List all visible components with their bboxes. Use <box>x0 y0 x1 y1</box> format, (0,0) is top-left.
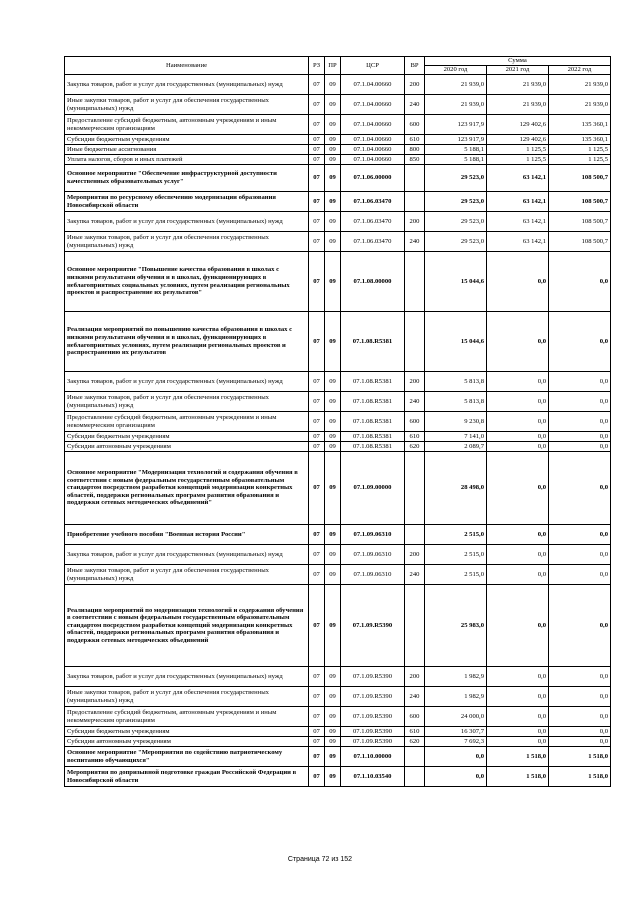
row-2022-cell: 0,0 <box>549 452 611 525</box>
row-pr-cell: 09 <box>325 95 341 115</box>
row-2021-cell: 129 402,6 <box>487 135 549 145</box>
row-2020-cell: 21 939,0 <box>425 95 487 115</box>
row-2020-cell: 25 983,0 <box>425 585 487 667</box>
row-2021-cell: 63 142,1 <box>487 165 549 192</box>
row-2020-cell: 5 188,1 <box>425 145 487 155</box>
row-rz-cell: 07 <box>309 212 325 232</box>
row-name-cell: Реализация мероприятий по повышению качества образования в школах с низкими результатами обучения и в школах, функционирующих в неблагоприятных условиях, путем реализации региональных проектов и распространению их результатов <box>65 312 309 372</box>
row-vr-cell: 240 <box>405 95 425 115</box>
row-csr-cell: 07.1.04.00660 <box>341 95 405 115</box>
row-2022-cell: 108 500,7 <box>549 192 611 212</box>
row-rz-cell: 07 <box>309 75 325 95</box>
budget-table-sheet <box>64 56 610 787</box>
row-rz-cell: 07 <box>309 432 325 442</box>
row-2022-cell: 0,0 <box>549 687 611 707</box>
row-rz-cell: 07 <box>309 115 325 135</box>
row-csr-cell: 07.1.04.00660 <box>341 155 405 165</box>
row-pr-cell: 09 <box>325 667 341 687</box>
row-2020-cell: 29 523,0 <box>425 192 487 212</box>
row-vr-cell: 240 <box>405 232 425 252</box>
row-rz-cell: 07 <box>309 165 325 192</box>
row-2020-cell: 24 000,0 <box>425 707 487 727</box>
row-2021-cell: 0,0 <box>487 727 549 737</box>
row-2020-cell: 123 917,9 <box>425 135 487 145</box>
row-2022-cell: 0,0 <box>549 585 611 667</box>
row-csr-cell: 07.1.08.R5381 <box>341 392 405 412</box>
row-rz-cell: 07 <box>309 135 325 145</box>
row-2021-cell: 21 939,0 <box>487 95 549 115</box>
row-2021-cell: 0,0 <box>487 525 549 545</box>
row-name-cell: Иные закупки товаров, работ и услуг для обеспечения государственных (муниципальных) нужд <box>65 687 309 707</box>
row-name-cell: Иные закупки товаров, работ и услуг для обеспечения государственных (муниципальных) нужд <box>65 95 309 115</box>
row-csr-cell: 07.1.10.00000 <box>341 747 405 767</box>
row-csr-cell: 07.1.09.R5390 <box>341 687 405 707</box>
row-vr-cell: 240 <box>405 392 425 412</box>
row-csr-cell: 07.1.09.06310 <box>341 525 405 545</box>
row-pr-cell: 09 <box>325 155 341 165</box>
row-rz-cell: 07 <box>309 232 325 252</box>
row-pr-cell: 09 <box>325 545 341 565</box>
page-number: Страница 72 из 152 <box>287 856 353 863</box>
header-pr: ПР <box>325 57 341 75</box>
row-csr-cell: 07.1.06.00000 <box>341 165 405 192</box>
row-rz-cell: 07 <box>309 525 325 545</box>
row-rz-cell: 07 <box>309 687 325 707</box>
row-rz-cell: 07 <box>309 452 325 525</box>
row-csr-cell: 07.1.08.00000 <box>341 252 405 312</box>
row-2020-cell: 2 089,7 <box>425 442 487 452</box>
row-2022-cell: 1 518,0 <box>549 747 611 767</box>
table-row <box>65 95 611 115</box>
row-pr-cell: 09 <box>325 232 341 252</box>
row-2022-cell: 0,0 <box>549 442 611 452</box>
row-rz-cell: 07 <box>309 727 325 737</box>
row-2021-cell: 0,0 <box>487 585 549 667</box>
row-csr-cell: 07.1.04.00660 <box>341 115 405 135</box>
header-vr: ВР <box>405 57 425 75</box>
row-pr-cell: 09 <box>325 192 341 212</box>
table-row <box>65 565 611 585</box>
table-row <box>65 145 611 155</box>
row-2021-cell: 0,0 <box>487 545 549 565</box>
row-2020-cell: 1 982,9 <box>425 687 487 707</box>
table-row <box>65 432 611 442</box>
row-pr-cell: 09 <box>325 525 341 545</box>
row-name-cell: Субсидии бюджетным учреждениям <box>65 135 309 145</box>
row-2021-cell: 0,0 <box>487 687 549 707</box>
row-2021-cell: 0,0 <box>487 372 549 392</box>
table-row <box>65 585 611 667</box>
row-pr-cell: 09 <box>325 707 341 727</box>
table-row <box>65 545 611 565</box>
row-2020-cell: 1 982,9 <box>425 667 487 687</box>
table-row <box>65 707 611 727</box>
row-vr-cell: 610 <box>405 135 425 145</box>
row-csr-cell: 07.1.06.03470 <box>341 212 405 232</box>
row-2021-cell: 0,0 <box>487 392 549 412</box>
row-name-cell: Закупка товаров, работ и услуг для государственных (муниципальных) нужд <box>65 667 309 687</box>
row-2020-cell: 29 523,0 <box>425 165 487 192</box>
row-vr-cell: 600 <box>405 412 425 432</box>
row-vr-cell <box>405 767 425 787</box>
row-name-cell: Закупка товаров, работ и услуг для государственных (муниципальных) нужд <box>65 545 309 565</box>
row-2020-cell: 28 498,0 <box>425 452 487 525</box>
header-name: Наименование <box>65 57 309 75</box>
row-rz-cell: 07 <box>309 767 325 787</box>
table-row <box>65 442 611 452</box>
row-pr-cell: 09 <box>325 442 341 452</box>
row-2020-cell: 21 939,0 <box>425 75 487 95</box>
row-vr-cell <box>405 585 425 667</box>
row-2022-cell: 0,0 <box>549 392 611 412</box>
row-name-cell: Предоставление субсидий бюджетным, автономным учреждениям и иным некоммерческим организациям <box>65 115 309 135</box>
row-2021-cell: 63 142,1 <box>487 192 549 212</box>
row-2022-cell: 0,0 <box>549 432 611 442</box>
table-row <box>65 212 611 232</box>
row-name-cell: Закупка товаров, работ и услуг для государственных (муниципальных) нужд <box>65 75 309 95</box>
row-2022-cell: 1 125,5 <box>549 145 611 155</box>
row-vr-cell: 240 <box>405 687 425 707</box>
row-2022-cell: 0,0 <box>549 667 611 687</box>
row-2022-cell: 0,0 <box>549 412 611 432</box>
row-name-cell: Иные закупки товаров, работ и услуг для обеспечения государственных (муниципальных) нужд <box>65 565 309 585</box>
header-rz: РЗ <box>309 57 325 75</box>
row-2021-cell: 0,0 <box>487 667 549 687</box>
row-csr-cell: 07.1.09.06310 <box>341 545 405 565</box>
row-rz-cell: 07 <box>309 747 325 767</box>
row-2020-cell: 7 141,0 <box>425 432 487 442</box>
row-rz-cell: 07 <box>309 192 325 212</box>
row-pr-cell: 09 <box>325 145 341 155</box>
row-pr-cell: 09 <box>325 452 341 525</box>
table-row <box>65 767 611 787</box>
row-2020-cell: 15 044,6 <box>425 252 487 312</box>
row-name-cell: Иные бюджетные ассигнования <box>65 145 309 155</box>
row-vr-cell: 850 <box>405 155 425 165</box>
table-row <box>65 75 611 95</box>
row-rz-cell: 07 <box>309 155 325 165</box>
row-2022-cell: 0,0 <box>549 565 611 585</box>
table-row <box>65 667 611 687</box>
row-rz-cell: 07 <box>309 545 325 565</box>
row-2020-cell: 5 813,8 <box>425 392 487 412</box>
table-body <box>65 75 611 787</box>
row-2021-cell: 0,0 <box>487 312 549 372</box>
row-csr-cell: 07.1.08.R5381 <box>341 372 405 392</box>
row-2021-cell: 0,0 <box>487 252 549 312</box>
row-pr-cell: 09 <box>325 165 341 192</box>
row-vr-cell: 200 <box>405 372 425 392</box>
row-csr-cell: 07.1.04.00660 <box>341 145 405 155</box>
row-vr-cell: 610 <box>405 432 425 442</box>
row-rz-cell: 07 <box>309 442 325 452</box>
row-name-cell: Закупка товаров, работ и услуг для государственных (муниципальных) нужд <box>65 372 309 392</box>
row-2022-cell: 0,0 <box>549 525 611 545</box>
row-2021-cell: 1 518,0 <box>487 767 549 787</box>
row-rz-cell: 07 <box>309 252 325 312</box>
row-rz-cell: 07 <box>309 372 325 392</box>
row-pr-cell: 09 <box>325 212 341 232</box>
row-vr-cell: 200 <box>405 212 425 232</box>
row-vr-cell <box>405 747 425 767</box>
table-row <box>65 525 611 545</box>
row-name-cell: Субсидии бюджетным учреждениям <box>65 727 309 737</box>
row-name-cell: Основное мероприятие "Мероприятия по содействию патриотическому воспитанию обучающихся" <box>65 747 309 767</box>
row-name-cell: Основное мероприятие "Повышение качества образования в школах с низкими результатами обучения и в школах, функционирующих в неблагоприятных социальных условиях, путем реализации региональных проектов и распространение их результатов" <box>65 252 309 312</box>
row-pr-cell: 09 <box>325 727 341 737</box>
row-pr-cell: 09 <box>325 75 341 95</box>
row-pr-cell: 09 <box>325 115 341 135</box>
row-csr-cell: 07.1.09.R5390 <box>341 585 405 667</box>
row-2020-cell: 29 523,0 <box>425 212 487 232</box>
row-vr-cell: 600 <box>405 115 425 135</box>
row-vr-cell <box>405 192 425 212</box>
table-row <box>65 252 611 312</box>
row-2020-cell: 123 917,9 <box>425 115 487 135</box>
row-name-cell: Реализация мероприятий по модернизации технологий и содержания обучения в соответствии с новым федеральным государственным образовательным стандартом посредством разработки концепций модернизации конкретных областей, поддержки региональных программ развития образования и поддержки сетевых методических объединений <box>65 585 309 667</box>
row-2022-cell: 0,0 <box>549 737 611 747</box>
row-2020-cell: 0,0 <box>425 767 487 787</box>
row-2020-cell: 2 515,0 <box>425 545 487 565</box>
row-vr-cell: 240 <box>405 565 425 585</box>
row-pr-cell: 09 <box>325 432 341 442</box>
row-pr-cell: 09 <box>325 585 341 667</box>
table-row <box>65 372 611 392</box>
row-2021-cell: 63 142,1 <box>487 232 549 252</box>
row-rz-cell: 07 <box>309 585 325 667</box>
table-row <box>65 192 611 212</box>
row-pr-cell: 09 <box>325 737 341 747</box>
row-2022-cell: 135 360,1 <box>549 135 611 145</box>
row-name-cell: Предоставление субсидий бюджетным, автономным учреждениям и иным некоммерческим организациям <box>65 412 309 432</box>
row-pr-cell: 09 <box>325 565 341 585</box>
row-pr-cell: 09 <box>325 747 341 767</box>
row-name-cell: Уплата налогов, сборов и иных платежей <box>65 155 309 165</box>
row-vr-cell: 800 <box>405 145 425 155</box>
row-pr-cell: 09 <box>325 135 341 145</box>
row-2020-cell: 9 230,8 <box>425 412 487 432</box>
header-year-2022: 2022 год <box>549 66 611 75</box>
row-pr-cell: 09 <box>325 372 341 392</box>
row-rz-cell: 07 <box>309 392 325 412</box>
row-csr-cell: 07.1.08.R5381 <box>341 432 405 442</box>
row-csr-cell: 07.1.09.R5390 <box>341 667 405 687</box>
row-rz-cell: 07 <box>309 707 325 727</box>
row-vr-cell: 200 <box>405 75 425 95</box>
row-csr-cell: 07.1.08.R5381 <box>341 412 405 432</box>
row-2022-cell: 135 360,1 <box>549 115 611 135</box>
row-2022-cell: 108 500,7 <box>549 165 611 192</box>
row-2020-cell: 5 188,1 <box>425 155 487 165</box>
row-vr-cell: 200 <box>405 667 425 687</box>
row-2022-cell: 21 939,0 <box>549 95 611 115</box>
row-vr-cell: 600 <box>405 707 425 727</box>
table-row <box>65 392 611 412</box>
row-2022-cell: 108 500,7 <box>549 212 611 232</box>
row-2020-cell: 2 515,0 <box>425 525 487 545</box>
row-csr-cell: 07.1.06.03470 <box>341 232 405 252</box>
table-row <box>65 412 611 432</box>
row-pr-cell: 09 <box>325 767 341 787</box>
row-vr-cell <box>405 525 425 545</box>
row-2021-cell: 63 142,1 <box>487 212 549 232</box>
header-csr: ЦСР <box>341 57 405 75</box>
row-name-cell: Субсидии бюджетным учреждениям <box>65 432 309 442</box>
row-csr-cell: 07.1.08.R5381 <box>341 312 405 372</box>
table-row <box>65 737 611 747</box>
row-name-cell: Субсидии автономным учреждениям <box>65 737 309 747</box>
row-name-cell: Предоставление субсидий бюджетным, автономным учреждениям и иным некоммерческим организациям <box>65 707 309 727</box>
row-csr-cell: 07.1.09.R5390 <box>341 707 405 727</box>
row-2022-cell: 0,0 <box>549 372 611 392</box>
row-csr-cell: 07.1.09.R5390 <box>341 727 405 737</box>
table-header <box>65 57 611 75</box>
row-csr-cell: 07.1.04.00660 <box>341 135 405 145</box>
row-2022-cell: 0,0 <box>549 252 611 312</box>
row-2022-cell: 0,0 <box>549 707 611 727</box>
table-row <box>65 232 611 252</box>
row-2021-cell: 0,0 <box>487 432 549 442</box>
row-2021-cell: 129 402,6 <box>487 115 549 135</box>
row-csr-cell: 07.1.06.03470 <box>341 192 405 212</box>
row-rz-cell: 07 <box>309 145 325 155</box>
row-2020-cell: 16 307,7 <box>425 727 487 737</box>
row-pr-cell: 09 <box>325 312 341 372</box>
row-vr-cell <box>405 452 425 525</box>
row-rz-cell: 07 <box>309 412 325 432</box>
table-row <box>65 747 611 767</box>
row-name-cell: Мероприятия по допризывной подготовке граждан Российской Федерации в Новосибирской области <box>65 767 309 787</box>
row-2021-cell: 0,0 <box>487 442 549 452</box>
row-2021-cell: 0,0 <box>487 565 549 585</box>
row-2022-cell: 0,0 <box>549 312 611 372</box>
row-2021-cell: 0,0 <box>487 707 549 727</box>
row-2020-cell: 29 523,0 <box>425 232 487 252</box>
row-pr-cell: 09 <box>325 252 341 312</box>
row-name-cell: Мероприятия по ресурсному обеспечению модернизации образования Новосибирской области <box>65 192 309 212</box>
row-vr-cell: 620 <box>405 442 425 452</box>
row-pr-cell: 09 <box>325 687 341 707</box>
row-2022-cell: 0,0 <box>549 727 611 737</box>
table-row <box>65 165 611 192</box>
row-2022-cell: 0,0 <box>549 545 611 565</box>
row-rz-cell: 07 <box>309 667 325 687</box>
row-2020-cell: 7 692,3 <box>425 737 487 747</box>
row-2022-cell: 1 518,0 <box>549 767 611 787</box>
row-csr-cell: 07.1.09.06310 <box>341 565 405 585</box>
row-pr-cell: 09 <box>325 392 341 412</box>
row-vr-cell <box>405 252 425 312</box>
row-csr-cell: 07.1.09.R5390 <box>341 737 405 747</box>
table-row <box>65 727 611 737</box>
row-2022-cell: 1 125,5 <box>549 155 611 165</box>
row-2020-cell: 2 515,0 <box>425 565 487 585</box>
row-rz-cell: 07 <box>309 565 325 585</box>
row-vr-cell: 200 <box>405 545 425 565</box>
table-row <box>65 312 611 372</box>
row-2021-cell: 0,0 <box>487 412 549 432</box>
row-2021-cell: 1 125,5 <box>487 145 549 155</box>
row-rz-cell: 07 <box>309 312 325 372</box>
row-2021-cell: 21 939,0 <box>487 75 549 95</box>
row-rz-cell: 07 <box>309 737 325 747</box>
row-2022-cell: 108 500,7 <box>549 232 611 252</box>
header-year-2021: 2021 год <box>487 66 549 75</box>
budget-table <box>64 56 611 787</box>
row-name-cell: Субсидии автономным учреждениям <box>65 442 309 452</box>
row-2020-cell: 0,0 <box>425 747 487 767</box>
row-csr-cell: 07.1.08.R5381 <box>341 442 405 452</box>
row-csr-cell: 07.1.04.00660 <box>341 75 405 95</box>
table-row <box>65 687 611 707</box>
row-rz-cell: 07 <box>309 95 325 115</box>
row-name-cell: Приобретение учебного пособия "Военная история России" <box>65 525 309 545</box>
row-2021-cell: 1 125,5 <box>487 155 549 165</box>
row-2021-cell: 1 518,0 <box>487 747 549 767</box>
row-name-cell: Иные закупки товаров, работ и услуг для обеспечения государственных (муниципальных) нужд <box>65 392 309 412</box>
row-2021-cell: 0,0 <box>487 737 549 747</box>
table-row <box>65 115 611 135</box>
row-pr-cell: 09 <box>325 412 341 432</box>
row-vr-cell: 610 <box>405 727 425 737</box>
row-name-cell: Иные закупки товаров, работ и услуг для обеспечения государственных (муниципальных) нужд <box>65 232 309 252</box>
row-vr-cell: 620 <box>405 737 425 747</box>
row-2022-cell: 21 939,0 <box>549 75 611 95</box>
table-row <box>65 155 611 165</box>
table-row <box>65 452 611 525</box>
row-vr-cell <box>405 312 425 372</box>
row-name-cell: Закупка товаров, работ и услуг для государственных (муниципальных) нужд <box>65 212 309 232</box>
row-2020-cell: 5 813,8 <box>425 372 487 392</box>
row-2020-cell: 15 044,6 <box>425 312 487 372</box>
row-2021-cell: 0,0 <box>487 452 549 525</box>
row-name-cell: Основное мероприятие "Обеспечение инфраструктурной доступности качественных образовательных услуг" <box>65 165 309 192</box>
row-csr-cell: 07.1.09.00000 <box>341 452 405 525</box>
table-row <box>65 135 611 145</box>
row-name-cell: Основное мероприятие "Модернизация технологий и содержания обучения в соответствии с новым федеральным государственным образовательным стандартом посредством разработки концепций модернизации конкретных областей, поддержки региональных программ развития образования и поддержки сетевых методических объединений" <box>65 452 309 525</box>
row-vr-cell <box>405 165 425 192</box>
header-sum: Сумма <box>425 57 611 66</box>
row-csr-cell: 07.1.10.03540 <box>341 767 405 787</box>
header-year-2020: 2020 год <box>425 66 487 75</box>
